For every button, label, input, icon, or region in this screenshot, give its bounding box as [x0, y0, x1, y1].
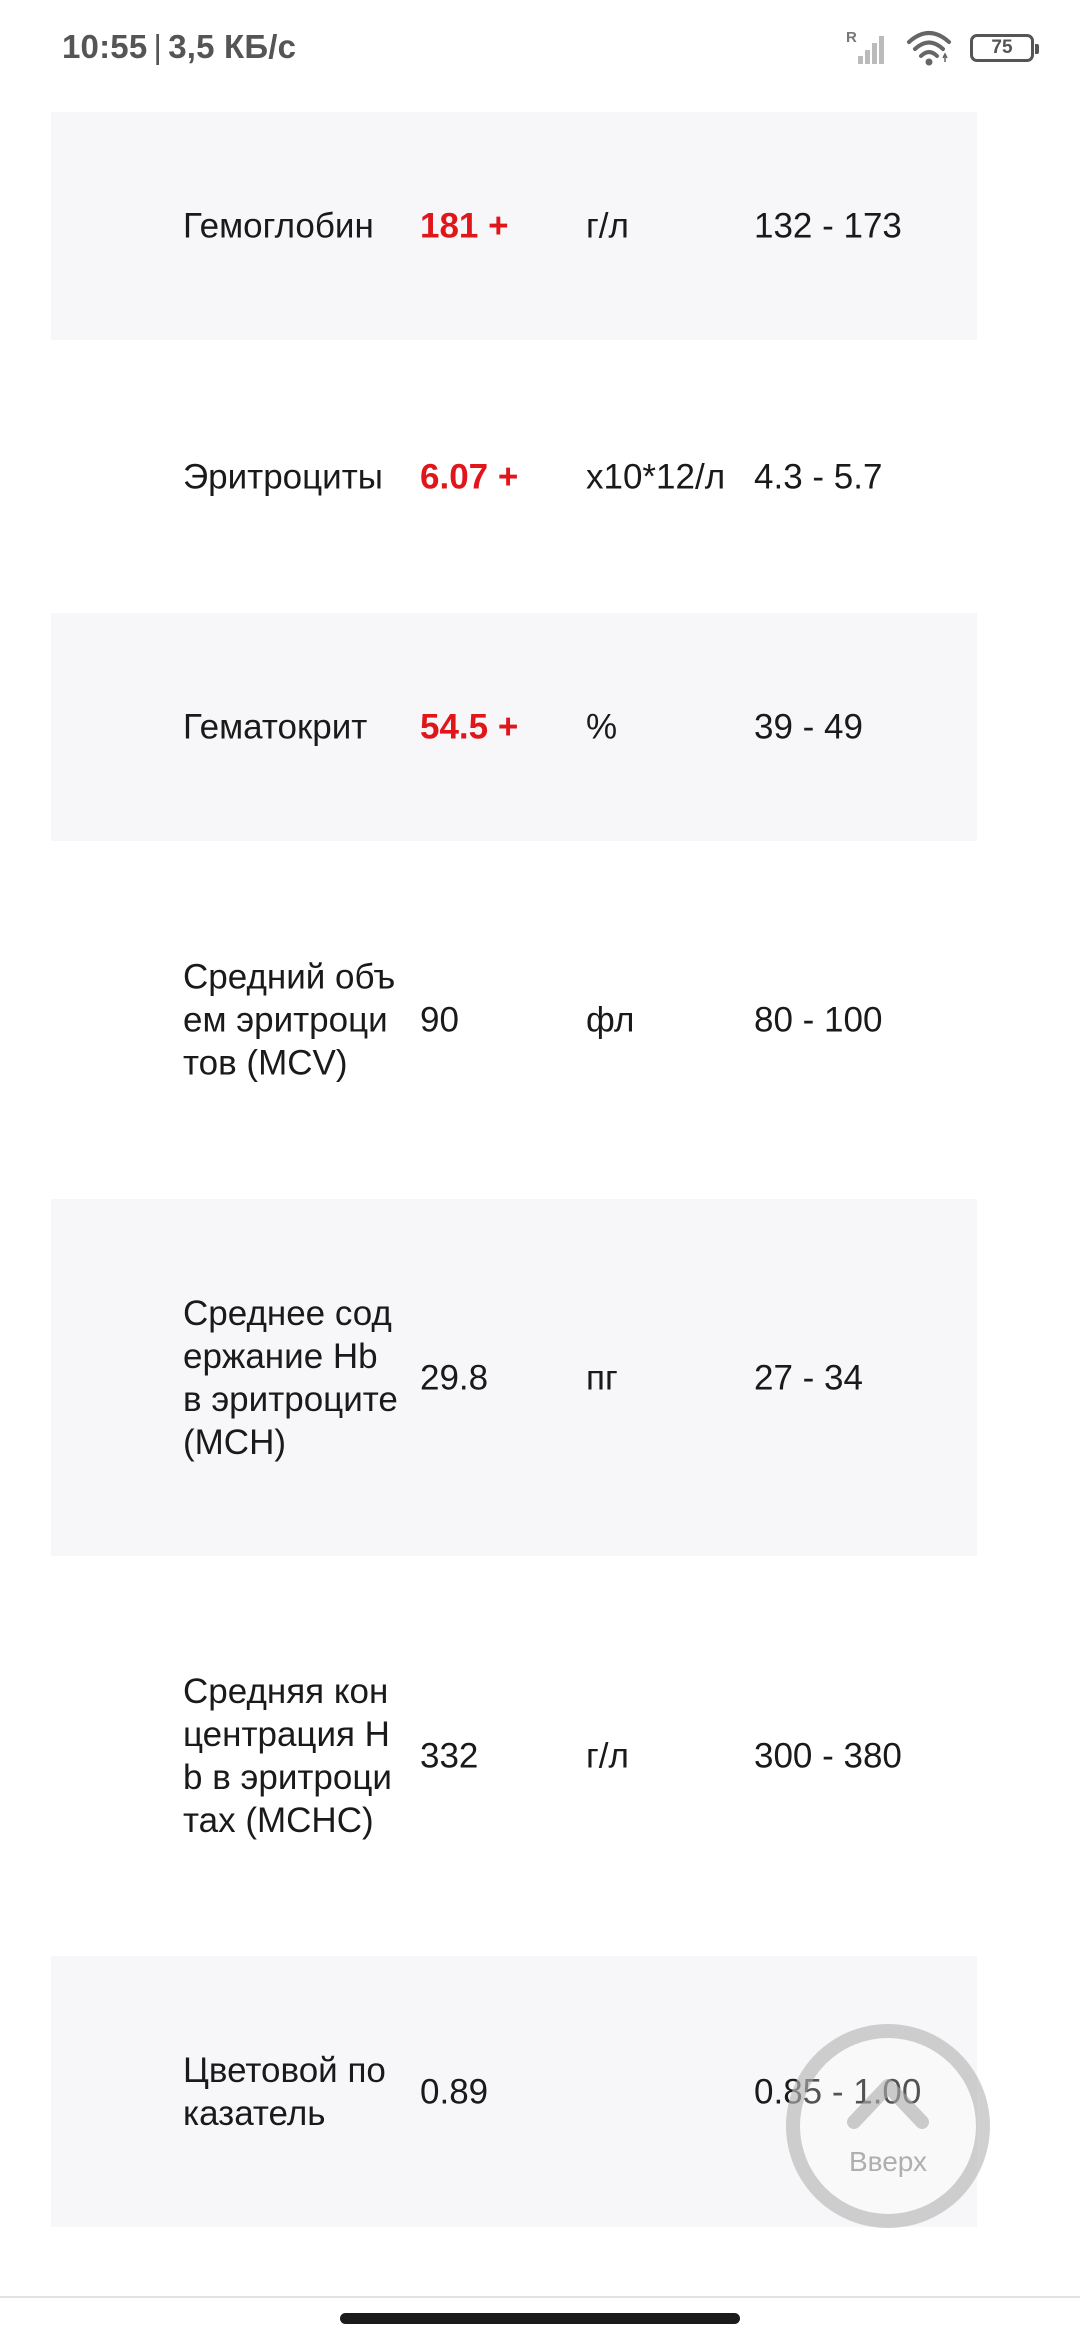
- table-row: [51, 1556, 977, 1956]
- test-reference: 27 - 34: [754, 1358, 863, 1397]
- scroll-to-top-button[interactable]: [786, 2024, 990, 2228]
- test-reference: 80 - 100: [754, 1000, 883, 1040]
- test-unit: фл: [586, 1000, 635, 1040]
- cellular-signal-icon: [844, 28, 888, 68]
- scroll-to-top-label: Вверх: [848, 2146, 928, 2177]
- status-separator: |: [153, 28, 163, 65]
- roaming-label: R: [846, 29, 857, 46]
- table-row: [51, 613, 977, 841]
- test-name: Средняя концентрация Hb в эритроцитах (MCHC): [183, 1672, 392, 1840]
- results-table: [51, 112, 977, 2227]
- test-reference: 132 - 173: [754, 206, 902, 246]
- home-indicator[interactable]: [340, 2313, 740, 2324]
- chevron-up-icon: [846, 2070, 930, 2130]
- table-row: [51, 841, 977, 1199]
- test-unit: г/л: [586, 1736, 629, 1776]
- test-value: 0.89: [420, 2072, 489, 2111]
- test-name: Цветовой показатель: [183, 2050, 386, 2133]
- test-unit: %: [586, 707, 618, 747]
- battery-icon: [970, 34, 1034, 62]
- test-value: 29.8: [420, 1358, 489, 1397]
- status-icons: [844, 28, 1034, 68]
- test-reference: 300 - 380: [754, 1736, 902, 1776]
- test-unit: г/л: [586, 206, 629, 246]
- table-row: [51, 1199, 977, 1556]
- table-row: [51, 112, 977, 340]
- battery-level: 75: [991, 37, 1013, 58]
- test-value: 332: [420, 1736, 479, 1776]
- status-bar: [0, 0, 1080, 100]
- test-value: 90: [420, 1000, 459, 1040]
- test-unit: пг: [586, 1358, 618, 1397]
- test-name: Средний объем эритроцитов (MCV): [183, 957, 396, 1083]
- network-speed: 3,5 КБ/с: [168, 28, 297, 65]
- test-name: Эритроциты: [183, 457, 383, 496]
- bottom-divider: [0, 2296, 1080, 2298]
- test-value: 181 +: [420, 206, 509, 246]
- test-value: 6.07 +: [420, 457, 519, 496]
- test-reference: 0.85 - 1.00: [754, 2072, 922, 2111]
- status-time: 10:55: [62, 28, 148, 65]
- test-name: Гемоглобин: [183, 206, 374, 246]
- status-time-speed: [62, 28, 296, 66]
- test-reference: 4.3 - 5.7: [754, 457, 883, 496]
- table-row: [51, 340, 977, 613]
- test-reference: 39 - 49: [754, 707, 863, 747]
- test-value: 54.5 +: [420, 707, 519, 747]
- wifi-icon: [906, 28, 952, 68]
- test-name: Гематокрит: [183, 707, 368, 747]
- test-name: Среднее содержание Hb в эритроците (MCH): [183, 1293, 398, 1462]
- test-unit: x10*12/л: [586, 457, 726, 496]
